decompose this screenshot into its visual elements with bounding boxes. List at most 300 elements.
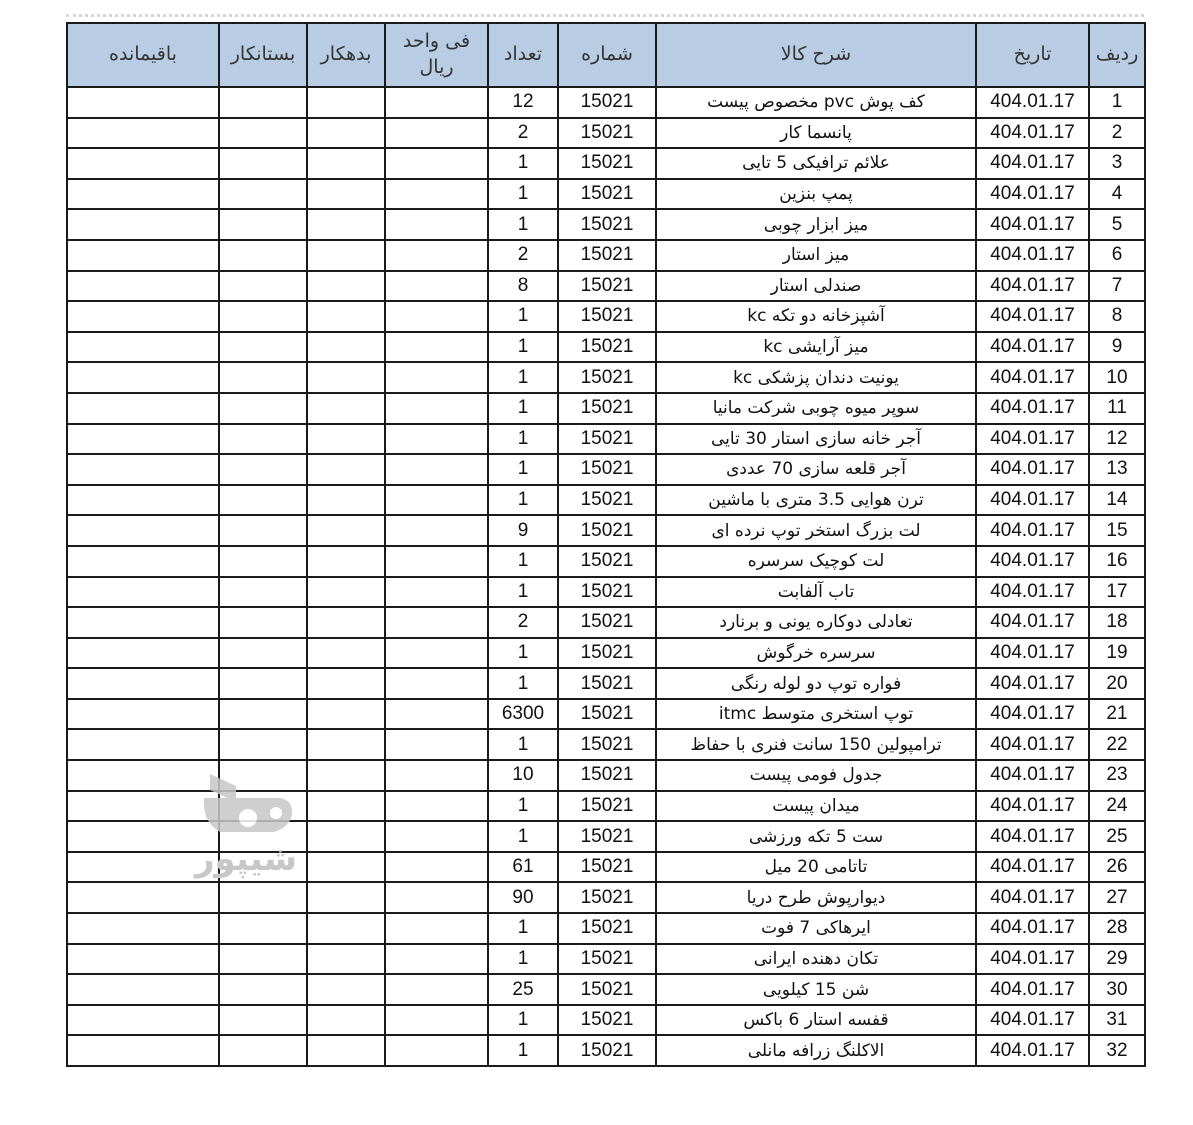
cell-balance (67, 332, 219, 363)
cell-debit (307, 1035, 385, 1066)
cell-number: 15021 (558, 546, 656, 577)
cell-row-number: 21 (1089, 699, 1145, 730)
cell-number: 15021 (558, 179, 656, 210)
cell-debit (307, 301, 385, 332)
cell-row-number: 18 (1089, 607, 1145, 638)
cell-number: 15021 (558, 240, 656, 271)
cell-quantity: 8 (488, 271, 558, 302)
header-balance: باقیمانده (67, 23, 219, 87)
header-description: شرح کالا (656, 23, 976, 87)
cell-credit (219, 240, 307, 271)
cell-date: 404.01.17 (976, 577, 1089, 608)
cell-balance (67, 974, 219, 1005)
cell-credit (219, 485, 307, 516)
cell-quantity: 1 (488, 393, 558, 424)
table-row (67, 148, 1145, 179)
cell-unit-price (385, 1035, 488, 1066)
cell-date: 404.01.17 (976, 118, 1089, 149)
cell-description: ایرهاکی 7 فوت (656, 913, 976, 944)
cell-quantity: 1 (488, 546, 558, 577)
cell-unit-price (385, 913, 488, 944)
table-row (67, 87, 1145, 118)
cell-debit (307, 332, 385, 363)
table-row (67, 668, 1145, 699)
cell-unit-price (385, 974, 488, 1005)
cell-debit (307, 944, 385, 975)
cell-number: 15021 (558, 209, 656, 240)
cell-balance (67, 577, 219, 608)
cell-number: 15021 (558, 638, 656, 669)
cell-credit (219, 913, 307, 944)
cell-number: 15021 (558, 944, 656, 975)
cell-debit (307, 974, 385, 1005)
cell-number: 15021 (558, 791, 656, 822)
cell-description: میدان پیست (656, 791, 976, 822)
cell-unit-price (385, 699, 488, 730)
cell-quantity: 1 (488, 668, 558, 699)
table-row (67, 974, 1145, 1005)
cell-credit (219, 393, 307, 424)
cell-row-number: 16 (1089, 546, 1145, 577)
cell-quantity: 1 (488, 1005, 558, 1036)
cell-quantity: 1 (488, 1035, 558, 1066)
cell-date: 404.01.17 (976, 791, 1089, 822)
cell-date: 404.01.17 (976, 515, 1089, 546)
cell-row-number: 23 (1089, 760, 1145, 791)
cell-description: آجر خانه سازی استار 30 تایی (656, 424, 976, 455)
cell-date: 404.01.17 (976, 332, 1089, 363)
cell-debit (307, 852, 385, 883)
cell-row-number: 24 (1089, 791, 1145, 822)
cell-date: 404.01.17 (976, 454, 1089, 485)
cell-date: 404.01.17 (976, 485, 1089, 516)
cell-credit (219, 577, 307, 608)
cell-credit (219, 301, 307, 332)
cell-unit-price (385, 760, 488, 791)
cell-description: میز استار (656, 240, 976, 271)
cell-number: 15021 (558, 852, 656, 883)
cell-credit (219, 148, 307, 179)
cell-balance (67, 546, 219, 577)
cell-quantity: 1 (488, 424, 558, 455)
cell-row-number: 28 (1089, 913, 1145, 944)
cell-balance (67, 179, 219, 210)
cell-unit-price (385, 668, 488, 699)
cell-row-number: 14 (1089, 485, 1145, 516)
cell-quantity: 1 (488, 577, 558, 608)
cell-debit (307, 577, 385, 608)
cell-description: الاکلنگ زرافه مانلی (656, 1035, 976, 1066)
cell-description: علائم ترافیکی 5 تایی (656, 148, 976, 179)
cell-balance (67, 515, 219, 546)
cell-date: 404.01.17 (976, 393, 1089, 424)
cell-credit (219, 454, 307, 485)
cell-description: ست 5 تکه ورزشی (656, 821, 976, 852)
cell-debit (307, 760, 385, 791)
cell-date: 404.01.17 (976, 209, 1089, 240)
cell-unit-price (385, 424, 488, 455)
cell-row-number: 1 (1089, 87, 1145, 118)
table-row (67, 179, 1145, 210)
cell-row-number: 8 (1089, 301, 1145, 332)
cell-row-number: 20 (1089, 668, 1145, 699)
cell-unit-price (385, 209, 488, 240)
cell-quantity: 1 (488, 332, 558, 363)
table-row (67, 699, 1145, 730)
cell-unit-price (385, 944, 488, 975)
cell-credit (219, 87, 307, 118)
cell-number: 15021 (558, 577, 656, 608)
cell-balance (67, 393, 219, 424)
cell-quantity: 2 (488, 118, 558, 149)
cell-row-number: 25 (1089, 821, 1145, 852)
cell-credit (219, 1005, 307, 1036)
table-row (67, 118, 1145, 149)
cell-balance (67, 118, 219, 149)
cell-unit-price (385, 791, 488, 822)
cell-unit-price (385, 577, 488, 608)
cell-number: 15021 (558, 1005, 656, 1036)
cell-row-number: 10 (1089, 362, 1145, 393)
cell-credit (219, 668, 307, 699)
cell-description: پمپ بنزین (656, 179, 976, 210)
cell-row-number: 19 (1089, 638, 1145, 669)
cell-balance (67, 87, 219, 118)
cell-credit (219, 638, 307, 669)
cell-number: 15021 (558, 882, 656, 913)
cell-unit-price (385, 454, 488, 485)
cell-description: لت کوچیک سرسره (656, 546, 976, 577)
cell-balance (67, 362, 219, 393)
cell-quantity: 1 (488, 148, 558, 179)
cell-date: 404.01.17 (976, 1035, 1089, 1066)
table-row (67, 240, 1145, 271)
cell-unit-price (385, 607, 488, 638)
cell-date: 404.01.17 (976, 821, 1089, 852)
cell-description: قفسه استار 6 باکس (656, 1005, 976, 1036)
table-row (67, 913, 1145, 944)
cell-balance (67, 301, 219, 332)
cell-debit (307, 791, 385, 822)
cell-date: 404.01.17 (976, 179, 1089, 210)
cell-credit (219, 362, 307, 393)
cell-date: 404.01.17 (976, 424, 1089, 455)
cell-debit (307, 913, 385, 944)
table-row (67, 454, 1145, 485)
inventory-table (66, 22, 1146, 1067)
header-unit-price (385, 23, 488, 87)
cell-debit (307, 699, 385, 730)
cell-unit-price (385, 546, 488, 577)
cell-quantity: 9 (488, 515, 558, 546)
cell-quantity: 61 (488, 852, 558, 883)
cell-credit (219, 271, 307, 302)
cell-description: توپ استخری متوسط itmc (656, 699, 976, 730)
cell-quantity: 2 (488, 240, 558, 271)
cell-row-number: 32 (1089, 1035, 1145, 1066)
cell-unit-price (385, 882, 488, 913)
cell-debit (307, 454, 385, 485)
table-row (67, 944, 1145, 975)
cell-description: میز ابزار چوبی (656, 209, 976, 240)
cell-row-number: 11 (1089, 393, 1145, 424)
top-divider (66, 0, 1144, 17)
cell-balance (67, 1005, 219, 1036)
cell-number: 15021 (558, 607, 656, 638)
header-credit: بستانکار (219, 23, 307, 87)
cell-balance (67, 913, 219, 944)
cell-row-number: 15 (1089, 515, 1145, 546)
cell-number: 15021 (558, 301, 656, 332)
header-number: شماره (558, 23, 656, 87)
watermark-text: شیپور (194, 839, 298, 879)
cell-quantity: 1 (488, 454, 558, 485)
cell-credit (219, 179, 307, 210)
cell-row-number: 31 (1089, 1005, 1145, 1036)
cell-date: 404.01.17 (976, 882, 1089, 913)
cell-credit (219, 118, 307, 149)
cell-debit (307, 148, 385, 179)
cell-unit-price (385, 332, 488, 363)
cell-credit (219, 515, 307, 546)
cell-date: 404.01.17 (976, 638, 1089, 669)
cell-number: 15021 (558, 913, 656, 944)
table-row (67, 332, 1145, 363)
cell-unit-price (385, 362, 488, 393)
cell-number: 15021 (558, 668, 656, 699)
header-date: تاریخ (976, 23, 1089, 87)
cell-unit-price (385, 118, 488, 149)
cell-quantity: 1 (488, 821, 558, 852)
cell-debit (307, 118, 385, 149)
cell-unit-price (385, 148, 488, 179)
cell-description: لت بزرگ استخر توپ نرده ای (656, 515, 976, 546)
cell-credit (219, 546, 307, 577)
cell-row-number: 26 (1089, 852, 1145, 883)
cell-date: 404.01.17 (976, 87, 1089, 118)
table-row (67, 546, 1145, 577)
cell-row-number: 22 (1089, 729, 1145, 760)
table-row (67, 485, 1145, 516)
cell-description: یونیت دندان پزشکی kc (656, 362, 976, 393)
table-row (67, 209, 1145, 240)
table-body (67, 87, 1145, 1066)
cell-row-number: 27 (1089, 882, 1145, 913)
cell-balance (67, 638, 219, 669)
cell-quantity: 25 (488, 974, 558, 1005)
cell-unit-price (385, 852, 488, 883)
cell-number: 15021 (558, 271, 656, 302)
cell-balance (67, 454, 219, 485)
cell-description: تاب آلفابت (656, 577, 976, 608)
cell-quantity: 10 (488, 760, 558, 791)
cell-date: 404.01.17 (976, 240, 1089, 271)
cell-debit (307, 424, 385, 455)
cell-description: ترامپولین 150 سانت فنری با حفاظ (656, 729, 976, 760)
cell-date: 404.01.17 (976, 944, 1089, 975)
cell-unit-price (385, 485, 488, 516)
cell-row-number: 9 (1089, 332, 1145, 363)
header-quantity: تعداد (488, 23, 558, 87)
cell-credit (219, 1035, 307, 1066)
cell-row-number: 13 (1089, 454, 1145, 485)
cell-description: ترن هوایی 3.5 متری با ماشین (656, 485, 976, 516)
cell-description: سوپر میوه چوبی شرکت مانیا (656, 393, 976, 424)
cell-row-number: 29 (1089, 944, 1145, 975)
cell-debit (307, 821, 385, 852)
cell-description: پانسما کار (656, 118, 976, 149)
cell-credit (219, 424, 307, 455)
header-unit-price-line1: فی واحد (402, 30, 471, 53)
cell-description: فواره توپ دو لوله رنگی (656, 668, 976, 699)
cell-balance (67, 424, 219, 455)
cell-number: 15021 (558, 362, 656, 393)
cell-row-number: 2 (1089, 118, 1145, 149)
table-row (67, 607, 1145, 638)
cell-number: 15021 (558, 699, 656, 730)
cell-date: 404.01.17 (976, 546, 1089, 577)
cell-description: شن 15 کیلویی (656, 974, 976, 1005)
cell-balance (67, 944, 219, 975)
cell-quantity: 1 (488, 485, 558, 516)
cell-quantity: 1 (488, 791, 558, 822)
cell-number: 15021 (558, 393, 656, 424)
cell-number: 15021 (558, 729, 656, 760)
cell-balance (67, 607, 219, 638)
cell-debit (307, 485, 385, 516)
cell-unit-price (385, 729, 488, 760)
cell-debit (307, 271, 385, 302)
table-row (67, 1035, 1145, 1066)
cell-credit (219, 332, 307, 363)
cell-unit-price (385, 821, 488, 852)
cell-debit (307, 362, 385, 393)
header-debit: بدهکار (307, 23, 385, 87)
cell-number: 15021 (558, 515, 656, 546)
cell-balance (67, 1035, 219, 1066)
table-row (67, 301, 1145, 332)
table-row (67, 638, 1145, 669)
cell-debit (307, 1005, 385, 1036)
cell-quantity: 1 (488, 913, 558, 944)
cell-row-number: 12 (1089, 424, 1145, 455)
cell-credit (219, 607, 307, 638)
cell-date: 404.01.17 (976, 607, 1089, 638)
cell-description: تعادلی دوکاره یونی و برنارد (656, 607, 976, 638)
cell-date: 404.01.17 (976, 301, 1089, 332)
cell-date: 404.01.17 (976, 1005, 1089, 1036)
cell-unit-price (385, 301, 488, 332)
cell-date: 404.01.17 (976, 974, 1089, 1005)
cell-row-number: 5 (1089, 209, 1145, 240)
table-row (67, 729, 1145, 760)
cell-row-number: 6 (1089, 240, 1145, 271)
cell-date: 404.01.17 (976, 913, 1089, 944)
cell-balance (67, 699, 219, 730)
cell-description: کف پوش pvc مخصوص پیست (656, 87, 976, 118)
cell-row-number: 3 (1089, 148, 1145, 179)
header-row-number: ردیف (1089, 23, 1145, 87)
cell-description: تاتامی 20 میل (656, 852, 976, 883)
cell-quantity: 1 (488, 209, 558, 240)
cell-debit (307, 393, 385, 424)
cell-date: 404.01.17 (976, 699, 1089, 730)
cell-debit (307, 515, 385, 546)
cell-number: 15021 (558, 118, 656, 149)
cell-quantity: 90 (488, 882, 558, 913)
cell-description: دیوارپوش طرح دریا (656, 882, 976, 913)
cell-debit (307, 240, 385, 271)
cell-balance (67, 271, 219, 302)
cell-unit-price (385, 179, 488, 210)
cell-balance (67, 209, 219, 240)
cell-unit-price (385, 515, 488, 546)
table-row (67, 271, 1145, 302)
cell-description: سرسره خرگوش (656, 638, 976, 669)
cell-number: 15021 (558, 485, 656, 516)
table-row (67, 515, 1145, 546)
cell-quantity: 1 (488, 301, 558, 332)
cell-number: 15021 (558, 760, 656, 791)
cell-row-number: 30 (1089, 974, 1145, 1005)
cell-quantity: 1 (488, 179, 558, 210)
cell-number: 15021 (558, 148, 656, 179)
cell-quantity: 2 (488, 607, 558, 638)
cell-row-number: 17 (1089, 577, 1145, 608)
table-row (67, 577, 1145, 608)
cell-quantity: 12 (488, 87, 558, 118)
cell-row-number: 7 (1089, 271, 1145, 302)
cell-debit (307, 729, 385, 760)
cell-number: 15021 (558, 821, 656, 852)
cell-debit (307, 87, 385, 118)
cell-description: تکان دهنده ایرانی (656, 944, 976, 975)
header-unit-price-line2: ریال (419, 56, 454, 78)
cell-date: 404.01.17 (976, 729, 1089, 760)
cell-description: میز آرایشی kc (656, 332, 976, 363)
table-row (67, 362, 1145, 393)
cell-balance (67, 729, 219, 760)
cell-credit (219, 699, 307, 730)
cell-unit-price (385, 638, 488, 669)
cell-unit-price (385, 87, 488, 118)
cell-number: 15021 (558, 332, 656, 363)
cell-date: 404.01.17 (976, 148, 1089, 179)
cell-date: 404.01.17 (976, 760, 1089, 791)
cell-credit (219, 209, 307, 240)
cell-number: 15021 (558, 974, 656, 1005)
cell-debit (307, 209, 385, 240)
cell-date: 404.01.17 (976, 852, 1089, 883)
cell-debit (307, 179, 385, 210)
cell-credit (219, 974, 307, 1005)
cell-quantity: 6300 (488, 699, 558, 730)
cell-date: 404.01.17 (976, 668, 1089, 699)
cell-unit-price (385, 271, 488, 302)
table-row (67, 393, 1145, 424)
cell-balance (67, 148, 219, 179)
cell-unit-price (385, 240, 488, 271)
cell-quantity: 1 (488, 638, 558, 669)
cell-number: 15021 (558, 87, 656, 118)
table-row (67, 1005, 1145, 1036)
cell-number: 15021 (558, 424, 656, 455)
cell-credit (219, 729, 307, 760)
cell-row-number: 4 (1089, 179, 1145, 210)
cell-debit (307, 607, 385, 638)
cell-debit (307, 638, 385, 669)
cell-balance (67, 668, 219, 699)
